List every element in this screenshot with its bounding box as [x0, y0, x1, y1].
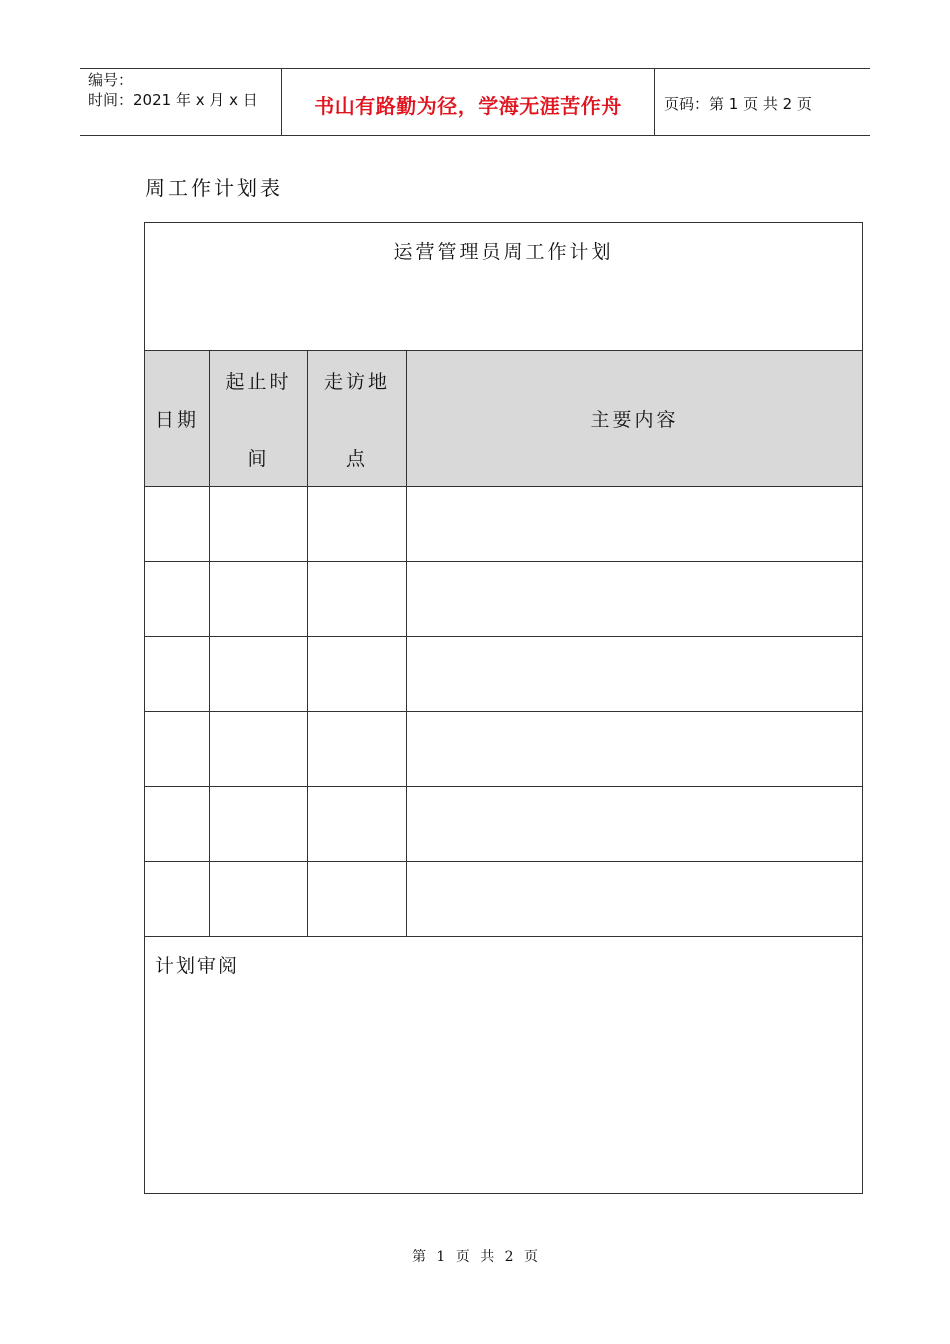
- cell-place[interactable]: [308, 787, 407, 862]
- cell-content[interactable]: [407, 562, 863, 637]
- column-header-content: [407, 351, 863, 487]
- cell-date[interactable]: [145, 787, 210, 862]
- column-header-place-line1: 走访地: [323, 370, 390, 393]
- cell-time[interactable]: [210, 487, 308, 562]
- cell-time[interactable]: [210, 637, 308, 712]
- header-meta: [88, 70, 258, 110]
- cell-time[interactable]: [210, 862, 308, 937]
- cell-date[interactable]: [145, 487, 210, 562]
- header-motto: 书山有路勤为径，学海无涯苦作舟: [314, 94, 622, 118]
- cell-content[interactable]: [407, 487, 863, 562]
- column-header-date-label: 日期: [154, 409, 199, 431]
- column-header-place-line2: 点: [345, 447, 368, 470]
- cell-place[interactable]: [308, 637, 407, 712]
- cell-content[interactable]: [407, 862, 863, 937]
- cell-content[interactable]: [407, 712, 863, 787]
- table-row: [145, 637, 863, 712]
- header-divider-right: [654, 69, 655, 136]
- cell-place[interactable]: [308, 487, 407, 562]
- cell-content[interactable]: [407, 637, 863, 712]
- cell-date[interactable]: [145, 712, 210, 787]
- weekly-plan-table: [144, 222, 863, 1194]
- column-header-time-line2: 间: [247, 447, 270, 470]
- cell-time[interactable]: [210, 712, 308, 787]
- plan-review-cell[interactable]: [145, 937, 863, 1194]
- header-page-info: 页码：第 1 页 共 2 页: [664, 95, 812, 113]
- table-row: [145, 487, 863, 562]
- table-title: 运营管理员周工作计划: [393, 241, 614, 263]
- cell-date[interactable]: [145, 562, 210, 637]
- table-row: [145, 862, 863, 937]
- table-title-cell: [145, 223, 863, 351]
- cell-content[interactable]: [407, 787, 863, 862]
- column-header-time: [210, 351, 308, 487]
- date-label: 时间：2021 年 x 月 x 日: [88, 91, 258, 109]
- table-row: [145, 562, 863, 637]
- cell-place[interactable]: [308, 562, 407, 637]
- header-bottom-rule: [80, 135, 870, 136]
- cell-date[interactable]: [145, 862, 210, 937]
- header-top-rule: [80, 68, 870, 69]
- document-title: 周工作计划表: [145, 176, 283, 200]
- column-header-place: [308, 351, 407, 487]
- cell-place[interactable]: [308, 712, 407, 787]
- cell-place[interactable]: [308, 862, 407, 937]
- serial-number-label: 编号：: [88, 71, 134, 89]
- header-divider-left: [281, 69, 282, 136]
- cell-time[interactable]: [210, 562, 308, 637]
- column-header-time-line1: 起止时: [225, 370, 292, 393]
- table-row: [145, 712, 863, 787]
- plan-review-label: 计划审阅: [155, 955, 240, 977]
- table-row: [145, 787, 863, 862]
- table-header-row: [145, 351, 863, 487]
- cell-time[interactable]: [210, 787, 308, 862]
- page-footer: 第 1 页 共 2 页: [411, 1249, 539, 1265]
- column-header-date: [145, 351, 210, 487]
- cell-date[interactable]: [145, 637, 210, 712]
- column-header-content-label: 主要内容: [590, 409, 679, 431]
